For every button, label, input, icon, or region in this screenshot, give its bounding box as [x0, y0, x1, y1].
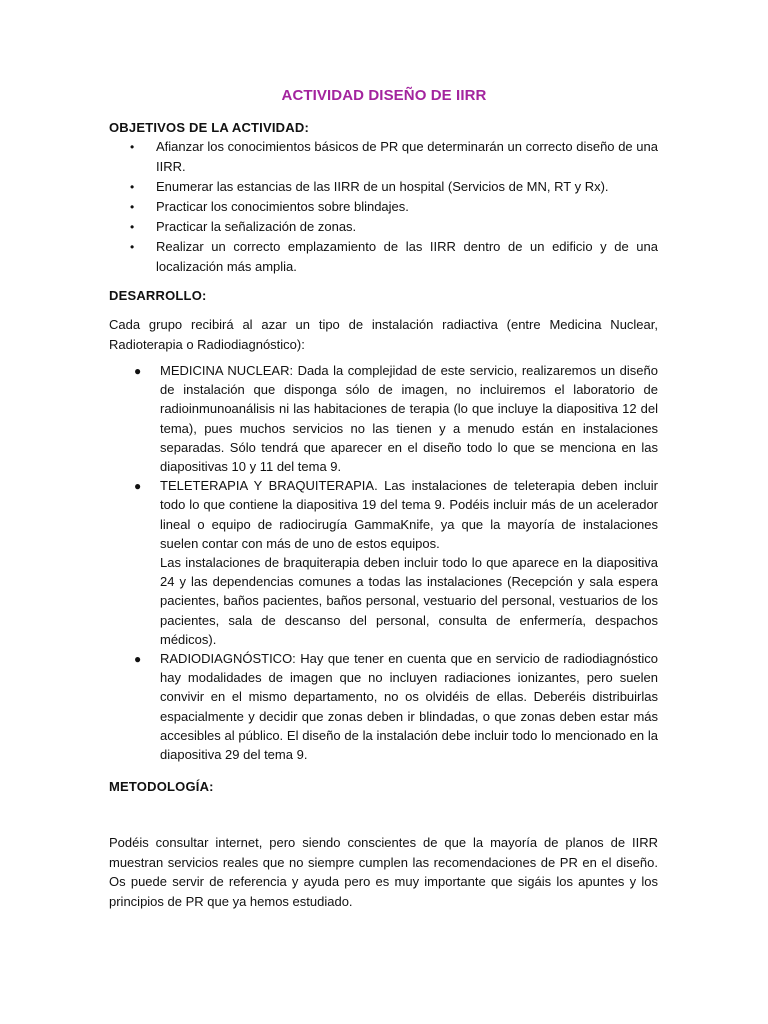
list-item: [130, 217, 658, 237]
objective-text: Practicar los conocimientos sobre blindajes.: [156, 199, 409, 214]
bullet-icon: ●: [134, 364, 142, 378]
bullet-icon: ●: [134, 479, 142, 494]
objectives-list: [130, 137, 658, 277]
methodology-heading: METODOLOGÍA:: [109, 779, 214, 794]
list-item: [130, 237, 658, 277]
bullet-icon: •: [130, 220, 135, 234]
objectives-heading: OBJETIVOS DE LA ACTIVIDAD:: [109, 120, 309, 135]
development-item-text: TELETERAPIA Y BRAQUITERAPIA. Las instalaciones de teleterapia deben incluir todo lo que contiene la diapositiva 19 del tema 9. Podéis incluir más de un acelerador lineal o equipo de radiocirugía GammaKnife, ya que la mayoría de instalaciones suelen contar con más de uno de estos equipos.: [160, 478, 658, 551]
objective-text: Enumerar las estancias de las IIRR de un hospital (Servicios de MN, RT y Rx).: [156, 179, 609, 194]
list-item: [134, 649, 658, 764]
page-title: ACTIVIDAD DISEÑO DE IIRR: [281, 87, 487, 104]
list-item: [134, 361, 658, 476]
bullet-icon: ●: [134, 652, 142, 667]
objective-text: Afianzar los conocimientos básicos de PR que determinarán un correcto diseño de una IIRR.: [156, 139, 658, 174]
development-item-continuation: Las instalaciones de braquiterapia deben incluir todo lo que aparece en la diapositiva 24 y las dependencias comunes a todas las instalaciones (Recepción y sala espera pacientes, baños pacientes, baños personal, vestuario del personal, vestuarios de los pacientes, sala de descanso del personal, consulta de enfermería, despachos médicos).: [160, 555, 658, 647]
bullet-icon: •: [130, 200, 135, 214]
bullet-icon: •: [130, 140, 135, 154]
development-intro: Cada grupo recibirá al azar un tipo de instalación radiactiva (entre Medicina Nuclear, Radioterapia o Radiodiagnóstico):: [109, 317, 658, 352]
development-item-text: MEDICINA NUCLEAR: Dada la complejidad de este servicio, realizaremos un diseño de instalación que disponga sólo de imagen, no incluiremos el laboratorio de radioinmunoanálisis ni las habitaciones de terapia (lo que incluye la diapositiva 12 del tema), pues muchos servicios no las tienen y a menudo están en instalaciones separadas. Sólo tendrá que aparecer en el diseño todo lo que se menciona en las diapositivas 10 y 11 del tema 9.: [160, 363, 658, 475]
list-item: [130, 137, 658, 177]
objective-text: Practicar la señalización de zonas.: [156, 219, 357, 234]
list-item: [130, 177, 658, 197]
development-list: [134, 361, 658, 764]
development-heading: DESARROLLO:: [109, 288, 207, 303]
list-item: [130, 197, 658, 217]
development-item-text: RADIODIAGNÓSTICO: Hay que tener en cuenta que en servicio de radiodiagnóstico hay modalidades de imagen que no incluyen radiaciones ionizantes, pero suelen convivir en el mismo departamento, no os olvidéis de ellas. Deberéis distribuirlas espacialmente y decidir que zonas deben ir blindadas, o que zonas deben estar más accesibles al público. El diseño de la instalación debe incluir todo lo mencionado en la diapositiva 29 del tema 9.: [160, 651, 658, 763]
bullet-icon: •: [130, 180, 135, 194]
objective-text: Realizar un correcto emplazamiento de las IIRR dentro de un edificio y de una localización más amplia.: [156, 239, 658, 274]
list-item: [134, 476, 658, 649]
methodology-text: Podéis consultar internet, pero siendo conscientes de que la mayoría de planos de IIRR muestran servicios reales que no siempre cumplen las recomendaciones de PR en el diseño. Os puede servir de referencia y ayuda pero es muy importante que sigáis los apuntes y los principios de PR que ya hemos estudiado.: [109, 835, 658, 909]
bullet-icon: •: [130, 240, 135, 254]
